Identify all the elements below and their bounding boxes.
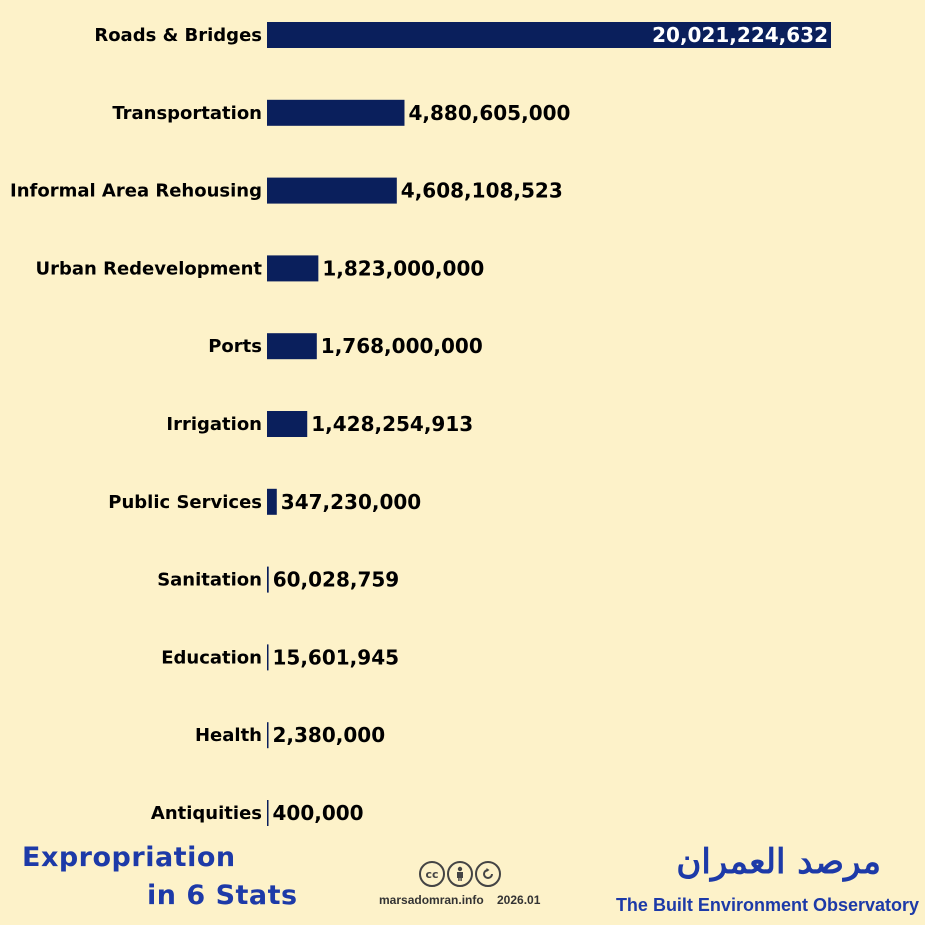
value-label: 15,601,945: [272, 645, 400, 670]
bar: [267, 333, 317, 359]
category-label: Public Services: [108, 491, 262, 513]
category-label: Urban Redevelopment: [35, 258, 262, 280]
brand-english-name: The Built Environment Observatory: [615, 895, 919, 915]
category-label: Irrigation: [166, 414, 262, 435]
bar: [267, 722, 269, 748]
category-label: Education: [161, 647, 262, 669]
category-label: Roads & Bridges: [94, 25, 262, 46]
bar: [267, 255, 318, 281]
bar: [267, 644, 269, 670]
value-label: 4,880,605,000: [408, 100, 571, 125]
license-icons: [419, 861, 501, 887]
bar: [267, 100, 404, 126]
category-label: Health: [194, 725, 262, 747]
brand-arabic-logo: مرصد العمران: [676, 842, 881, 882]
value-label: 1,428,254,913: [311, 412, 474, 436]
value-label: 1,823,000,000: [322, 256, 485, 281]
category-label: Ports: [208, 336, 262, 358]
bar: [267, 411, 307, 437]
bar: [267, 800, 269, 826]
title-line-1: Expropriation: [22, 842, 236, 873]
bar: [267, 489, 277, 515]
site-url[interactable]: marsadomran.info: [379, 893, 484, 907]
bar: [267, 567, 269, 593]
value-label: 347,230,000: [280, 489, 422, 514]
value-label: 20,021,224,632: [652, 23, 828, 47]
bar: [267, 178, 397, 204]
attribution-icon: [447, 861, 473, 887]
cc-icon: cc: [419, 861, 445, 887]
title-line-2: in 6 Stats: [147, 880, 298, 911]
category-label: Informal Area Rehousing: [10, 180, 262, 202]
value-label: 60,028,759: [272, 567, 400, 592]
value-label: 1,768,000,000: [320, 334, 483, 359]
category-label: Transportation: [112, 102, 262, 124]
category-label: Sanitation: [157, 569, 262, 591]
category-label: Antiquities: [150, 803, 262, 824]
value-label: 400,000: [272, 801, 364, 825]
value-label: 4,608,108,523: [400, 178, 563, 203]
share-alike-icon: [475, 861, 501, 887]
publication-date: 2026.01: [497, 893, 541, 907]
value-label: 2,380,000: [272, 723, 386, 748]
